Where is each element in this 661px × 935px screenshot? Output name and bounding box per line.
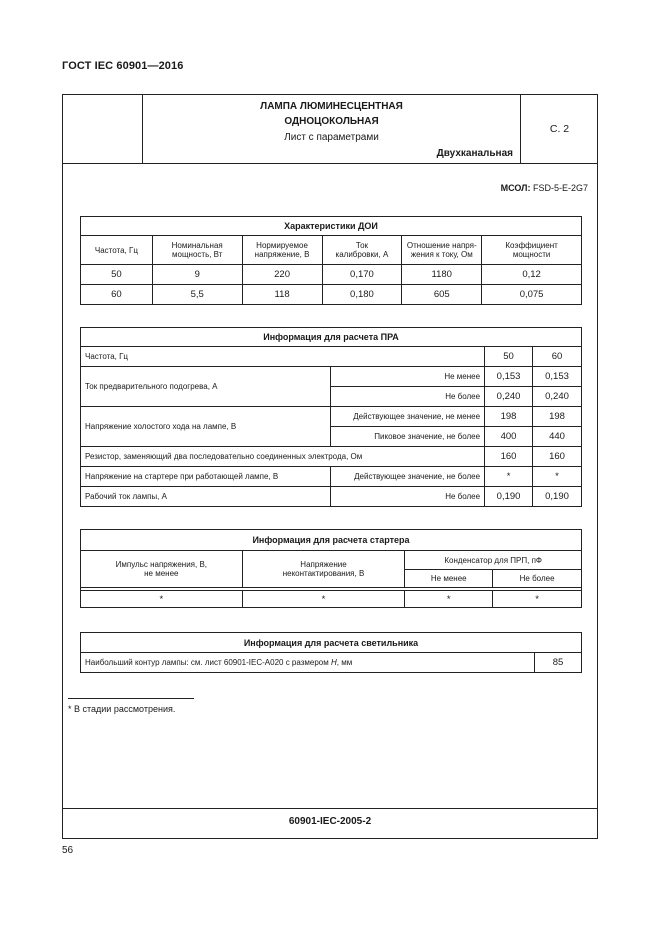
starter-col3-max: Не более (493, 570, 582, 588)
doi-header-cell: Ток калибровки, А (322, 236, 402, 265)
table-row (81, 467, 582, 487)
page-number: 56 (62, 845, 74, 856)
pra-cell: 0,190 (485, 487, 533, 507)
pra-ocv-rms-label: Действующее значение, не менее (331, 407, 485, 427)
pra-cell: 0,153 (533, 367, 582, 387)
pra-cell: 0,240 (533, 387, 582, 407)
msol-label: МСОЛ: (500, 183, 531, 193)
starter-col3-min: Не менее (405, 570, 493, 588)
pra-cell: 198 (485, 407, 533, 427)
starter-col1-header: Импульс напряжения, В, не менее (81, 551, 243, 588)
doi-header-cell: Нормируемое напряжение, В (242, 236, 322, 265)
pra-ocv-peak-label: Пиковое значение, не более (331, 427, 485, 447)
lamp-variant: Двухканальная (436, 148, 513, 159)
doi-cell: 1180 (402, 265, 482, 285)
doi-table (80, 216, 582, 305)
pra-cell: 160 (485, 447, 533, 467)
standard-header: ГОСТ IEC 60901—2016 (62, 60, 184, 72)
header-divider (62, 163, 598, 164)
pra-cell: 198 (533, 407, 582, 427)
doi-cell: 0,180 (322, 285, 402, 305)
pra-ocv-label: Напряжение холостого хода на лампе, В (81, 407, 331, 447)
doi-cell: 0,12 (482, 265, 582, 285)
pra-cell: 0,240 (485, 387, 533, 407)
pra-freq-label: Частота, Гц (81, 347, 485, 367)
luminaire-value: 85 (535, 653, 582, 673)
pra-cell: 400 (485, 427, 533, 447)
starter-col3-header: Конденсатор для ПРП, пФ (405, 551, 582, 570)
pra-title: Информация для расчета ПРА (81, 328, 582, 347)
doi-cell: 9 (152, 265, 242, 285)
doi-cell: 118 (242, 285, 322, 305)
table-row (81, 265, 582, 285)
table-row (81, 347, 582, 367)
table-row (81, 285, 582, 305)
starter-cell: * (81, 591, 243, 608)
doi-cell: 5,5 (152, 285, 242, 305)
msol-designation (360, 183, 588, 193)
pra-preheat-label: Ток предварительного подогрева, А (81, 367, 331, 407)
footnote: * В стадии рассмотрения. (68, 704, 176, 714)
sheet-number: С. 2 (520, 94, 598, 164)
doi-header-cell: Номинальная мощность, Вт (152, 236, 242, 265)
doi-header-cell: Коэффициент мощности (482, 236, 582, 265)
luminaire-title: Информация для расчета светильника (81, 633, 582, 653)
doi-title: Характеристики ДОИ (81, 217, 582, 236)
doi-header-cell: Отношение напря- жения к току, Ом (402, 236, 482, 265)
pra-cell: * (533, 467, 582, 487)
table-row (81, 367, 582, 387)
doi-cell: 0,075 (482, 285, 582, 305)
lamp-title-line1: ЛАМПА ЛЮМИНЕСЦЕНТНАЯ (260, 101, 403, 112)
pra-starter-v-cond: Действующее значение, не более (331, 467, 485, 487)
lamp-subtitle: Лист с параметрами (284, 132, 379, 143)
pra-cell: 440 (533, 427, 582, 447)
footnote-rule (68, 698, 194, 699)
pra-resistor-label: Резистор, заменяющий два последовательно соединенных электрода, Ом (81, 447, 485, 467)
pra-work-current-label: Рабочий ток лампы, А (81, 487, 331, 507)
pra-freq-50: 50 (485, 347, 533, 367)
table-row (81, 487, 582, 507)
table-row (81, 653, 582, 673)
pra-freq-60: 60 (533, 347, 582, 367)
starter-cell: * (242, 591, 405, 608)
starter-col2-header: Напряжение неконтактирования, В (242, 551, 405, 588)
table-row (81, 591, 582, 608)
msol-value: FSD-5-E-2G7 (532, 183, 588, 193)
lamp-title (143, 99, 520, 129)
doi-cell: 50 (81, 265, 153, 285)
doi-cell: 0,170 (322, 265, 402, 285)
pra-preheat-min-label: Не менее (331, 367, 485, 387)
lamp-title-line2: ОДНОЦОКОЛЬНАЯ (284, 116, 379, 127)
footer-divider (62, 808, 598, 809)
luminaire-label: Наибольший контур лампы: см. лист 60901-IEC-A020 с размером H, мм (81, 653, 535, 673)
pra-cell: 0,153 (485, 367, 533, 387)
document-code: 60901-IEC-2005-2 (288, 816, 372, 827)
table-row (81, 447, 582, 467)
starter-cell: * (405, 591, 493, 608)
luminaire-table (80, 632, 582, 673)
table-row (81, 407, 582, 427)
pra-preheat-max-label: Не более (331, 387, 485, 407)
starter-title: Информация для расчета стартера (81, 530, 582, 551)
doi-header-cell: Частота, Гц (81, 236, 153, 265)
pra-cell: 0,190 (533, 487, 582, 507)
doi-cell: 220 (242, 265, 322, 285)
pra-cell: 160 (533, 447, 582, 467)
pra-table (80, 327, 582, 507)
pra-work-current-cond: Не более (331, 487, 485, 507)
doi-cell: 605 (402, 285, 482, 305)
starter-table (80, 529, 582, 608)
starter-cell: * (493, 591, 582, 608)
pra-starter-v-label: Напряжение на стартере при работающей лампе, В (81, 467, 331, 487)
doi-cell: 60 (81, 285, 153, 305)
pra-cell: * (485, 467, 533, 487)
header-left-cell (62, 94, 143, 164)
